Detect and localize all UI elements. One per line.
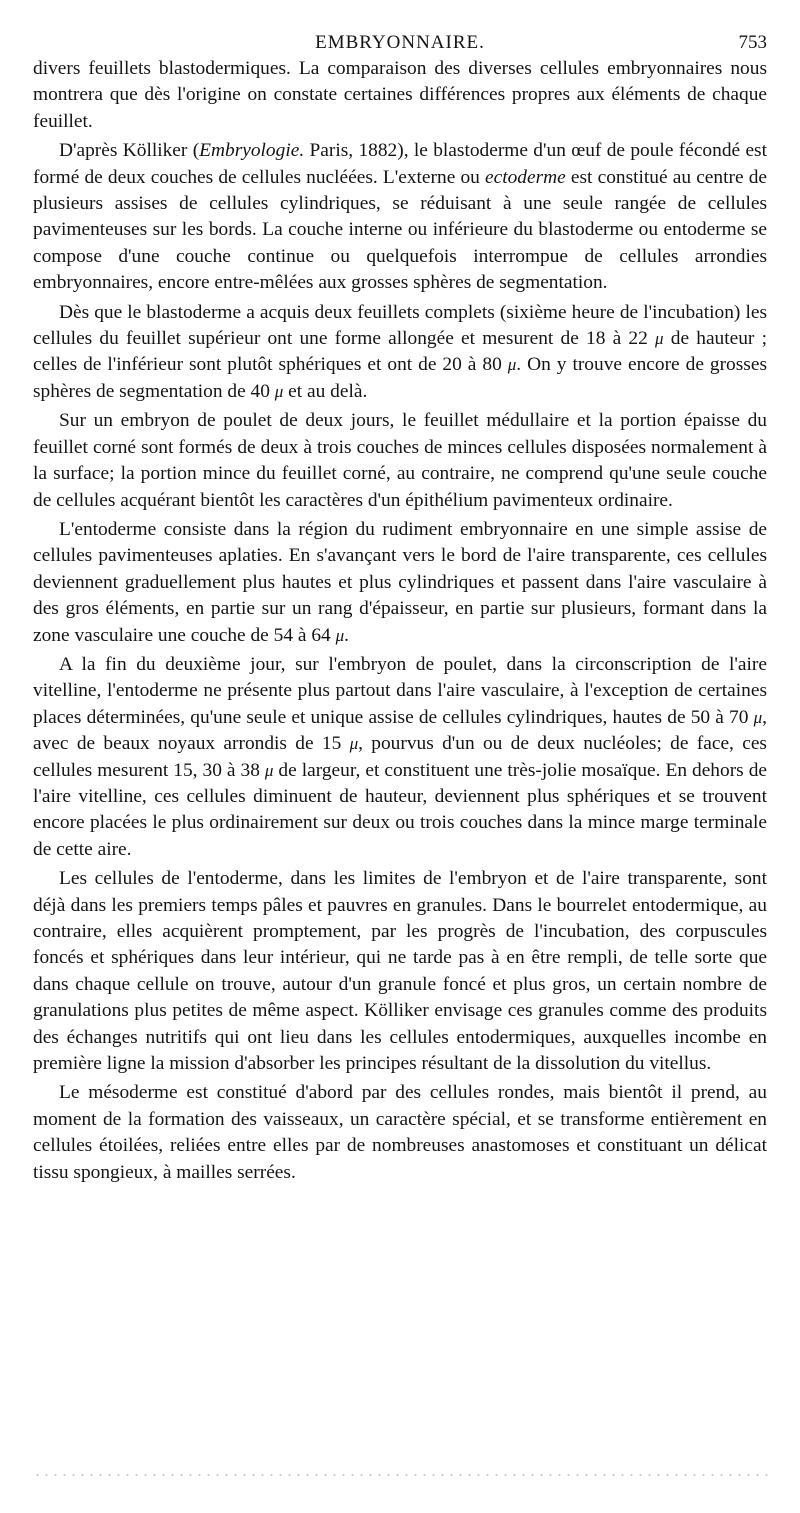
paragraph-4 — [33, 408, 767, 514]
text-run: Le mésoderme est constitué d'abord par des cellules rondes, mais bientôt il prend, au moment de la formation des vaisseaux, un caractère spécial, et se transforme entièrement en cellules étoilées, reliées entre elles par de nombreuses anastomoses et constituant un délicat tissu spongieux, à mailles serrées. — [33, 1082, 767, 1183]
running-head — [33, 30, 767, 56]
text-run: , pourvus d'un ou de deux nucléoles; de face, ces cellules mesurent 15, 30 à 38 — [33, 733, 767, 781]
text-run: de largeur, et constituent une très-jolie mosaïque. En dehors de l'aire vitelline, ces cellules diminuent de hauteur, deviennent plus sphériques et se trouvent encore placées le plus ordinairement sur deux ou trois couches dans la mince marge terminale de cette aire. — [33, 759, 767, 860]
micron-symbol: μ — [274, 381, 284, 401]
paragraph-5 — [33, 517, 767, 649]
text-run: L'entoderme consiste dans la région du rudiment embryonnaire en une simple assise de cellules pavimenteuses aplaties. En s'avançant vers le bord de l'aire transparente, ces cellules deviennent graduellement plus hautes et plus cylindriques et passent dans l'aire vasculaire à des gros éléments, en partie sur un rang d'épaisseur, en partie sur plusieurs, formant dans la zone vasculaire une couche de 54 à 64 — [33, 518, 767, 646]
micron-symbol: μ — [264, 760, 274, 780]
bottom-dotted-rule — [33, 1474, 773, 1476]
text-run: est constitué au centre de plusieurs assises de cellules cylindriques, se réduisant à une seule rangée de cellules pavimenteuses sur les bords. La couche interne ou inférieure du blastoderme ou entoderme se compose d'une couche continue ou quelquefois interrompue de cellules arrondies embryonnaires, encore entre-mêlées aux grosses sphères de segmentation. — [33, 166, 767, 294]
text-run: Paris, 1882), le blastoderme d'un œuf de poule fécondé est formé de deux couches de cellules nucléées. L'externe ou — [33, 140, 767, 188]
micron-symbol: μ — [507, 355, 517, 375]
page-number: 753 — [738, 32, 767, 53]
text-run: , avec de beaux noyaux arrondis de 15 — [33, 706, 767, 755]
text-run: et au delà. — [283, 380, 368, 402]
micron-symbol: μ — [335, 625, 345, 645]
running-title: EMBRYONNAIRE. — [315, 32, 485, 53]
body-text — [33, 56, 767, 1186]
text-run: D'après Kölliker ( — [59, 140, 200, 162]
italic-text: ectoderme — [484, 166, 566, 188]
paragraph-1 — [33, 56, 767, 135]
italic-text: Embryologie. — [199, 140, 305, 162]
text-run: A la fin du deuxième jour, sur l'embryon de poulet, dans la circonscription de l'aire vitelline, l'entoderme ne présente plus partout dans l'aire vasculaire, à l'exception de certaines places déterminées, qu'une seule et unique assise de cellules cylindriques, hautes de 50 à 70 — [33, 653, 767, 728]
text-run: de hauteur ; celles de l'inférieur sont plutôt sphériques et ont de 20 à 80 — [33, 328, 767, 376]
paragraph-8 — [33, 1080, 767, 1186]
micron-symbol: μ — [753, 707, 763, 727]
paragraph-2 — [33, 138, 767, 296]
text-run: Dès que le blastoderme a acquis deux feuillets complets (sixième heure de l'incubation) les cellules du feuillet supérieur ont une forme allongée et mesurent de 18 à 22 — [33, 301, 767, 350]
text-run: Sur un embryon de poulet de deux jours, le feuillet médullaire et la portion épaisse du feuillet corné sont formés de deux à trois couches de minces cellules disposées normalement à la surface; la portion mince du feuillet corné, au contraire, ne comprend qu'une seule couche de cellules acquérant bientôt les caractères d'un épithélium pavimenteux ordinaire. — [33, 410, 767, 511]
paragraph-7 — [33, 866, 767, 1077]
micron-symbol: μ — [349, 734, 359, 754]
paragraph-3 — [33, 300, 767, 406]
text-run: Les cellules de l'entoderme, dans les limites de l'embryon et de l'aire transparente, sont déjà dans les premiers temps pâles et pauvres en granules. Dans le bourrelet entodermique, au contraire, elles acquièrent promptement, par les progrès de l'incubation, des corpuscules foncés et sphériques dans leur intérieur, qui ne tarde pas à en être rempli, de telle sorte que dans chaque cellule on trouve, autour d'un granule foncé et plus gros, un certain nombre de granulations plus petites de même aspect. Kölliker envisage ces granules comme des produits des échanges nutritifs qui ont lieu dans les cellules entodermiques, auxquelles incombe en première ligne la mission d'absorber les principes résultant de la dissolution du vitellus. — [33, 868, 767, 1075]
micron-symbol: μ — [655, 329, 664, 349]
paragraph-6 — [33, 652, 767, 863]
text-run: . On y trouve encore de grosses sphères de segmentation de 40 — [33, 354, 767, 402]
text-run: divers feuillets blastodermiques. La comparaison des diverses cellules embryonnaires nous montrera que dès l'origine on constate certaines différences propres aux éléments de chaque feuillet. — [33, 58, 767, 132]
text-run: . — [344, 624, 349, 646]
page — [33, 30, 767, 1186]
